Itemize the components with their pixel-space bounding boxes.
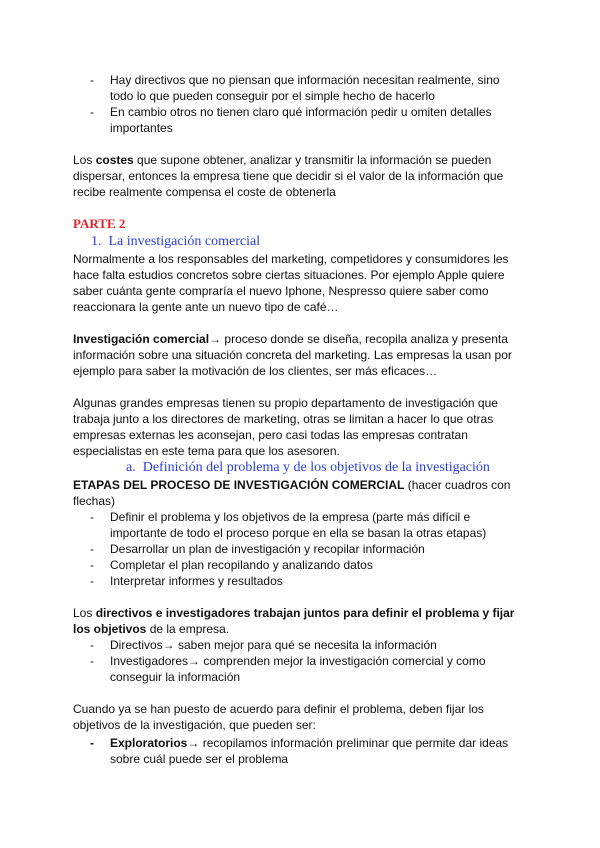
text-line: ETAPAS DEL PROCESO DE INVESTIGACIÓN COMERCIAL (hacer cuadros con — [73, 478, 511, 492]
list-item — [110, 653, 530, 685]
text-line: Los costes que supone obtener, analizar y transmitir la información se pueden — [73, 153, 492, 167]
text-line: recibe realmente compensa el coste de obtenerla — [73, 185, 336, 199]
text-line: ejemplo para saber la motivación de los clientes, ser más eficaces… — [73, 364, 438, 378]
text-line: reaccionara la gente ante un nuevo tipo de café… — [73, 300, 339, 314]
list-item — [110, 573, 530, 589]
list-item — [110, 637, 530, 653]
bullet-marker: - — [90, 736, 94, 750]
text-line: conseguir la información — [110, 670, 241, 684]
list-item — [110, 104, 530, 136]
text-line: Hay directivos que no piensan que información necesitan realmente, sino — [110, 73, 500, 87]
bullet-marker: - — [90, 558, 94, 572]
text-line: flechas) — [73, 494, 116, 508]
text-line: Desarrollar un plan de investigación y recopilar información — [110, 542, 425, 556]
text-line: información sobre una situación concreta del marketing. Las empresas la usan por — [73, 348, 512, 362]
bold-term: Exploratorios — [110, 736, 188, 750]
text-line: Definir el problema y los objetivos de la empresa (parte más difícil e — [110, 510, 471, 524]
text-line: Completar el plan recopilando y analizando datos — [110, 558, 373, 572]
text-line: Interpretar informes y resultados — [110, 574, 283, 588]
text-line: los objetivos de la empresa. — [73, 622, 230, 636]
bullet-marker: - — [90, 542, 94, 556]
text-line: hace falta estudios concretos sobre ciertas situaciones. Por ejemplo Apple quiere — [73, 268, 505, 282]
list-item — [110, 557, 530, 573]
text-line: saber cuánta gente compraría el nuevo Iphone, Nespresso quiere saber como — [73, 284, 489, 298]
text-line: Investigación comercial→ proceso donde se diseña, recopila analiza y presenta — [73, 332, 508, 346]
section-heading — [91, 233, 260, 251]
text-line: importantes — [110, 121, 173, 135]
text-line: Algunas grandes empresas tienen su propio departamento de investigación que — [73, 396, 498, 410]
bold-term: Investigación comercial — [73, 332, 210, 346]
bullet-marker: - — [90, 654, 94, 668]
text-line: todo lo que pueden conseguir por el simple hecho de hacerlo — [110, 89, 435, 103]
text-line: trabaja junto a los directores de marketing, otras se limitan a hacer lo que otras — [73, 412, 494, 426]
text-line: importante de todo el proceso porque en ella se basan la otras etapas) — [110, 526, 487, 540]
list-item — [110, 72, 530, 104]
text-line: objetivos de la investigación, que pueden ser: — [73, 718, 316, 732]
bullet-marker: - — [90, 574, 94, 588]
etapas-heading — [73, 477, 533, 509]
list-item — [110, 541, 530, 557]
bold-term: costes — [95, 153, 134, 167]
text-line: dispersar, entonces la empresa tiene que decidir si el valor de la información que — [73, 169, 504, 183]
heading-title: La investigación comercial — [108, 234, 261, 249]
text-line: sobre cuál puede ser el problema — [110, 752, 289, 766]
list-item — [110, 509, 530, 541]
text-line: Directivos→ saben mejor para qué se necesita la información — [110, 638, 437, 652]
heading-letter: a. — [126, 460, 136, 475]
bold-term: ETAPAS DEL PROCESO DE INVESTIGACIÓN COMERCIAL — [73, 478, 405, 492]
heading-number: 1. — [91, 234, 102, 249]
text-line: Cuando ya se han puesto de acuerdo para definir el problema, deben fijar los — [73, 702, 484, 716]
cuando-paragraph — [73, 701, 533, 733]
text-line: Normalmente a los responsables del marketing, competidores y consumidores les — [73, 252, 509, 266]
bullet-marker: - — [90, 73, 94, 87]
bullet-marker: - — [90, 105, 94, 119]
text-line: Investigadores→ comprenden mejor la investigación comercial y como — [110, 654, 486, 668]
companies-paragraph — [73, 395, 533, 459]
directivos-paragraph — [73, 605, 533, 637]
definition-paragraph — [73, 331, 533, 379]
part-label: PARTE 2 — [73, 216, 126, 231]
text-line: empresas externas les aconsejan, pero casi todas las empresas contratan — [73, 428, 468, 442]
heading-title: Definición del problema y de los objetivos de la investigación — [142, 460, 490, 475]
list-item — [110, 735, 530, 767]
bold-term: los objetivos — [73, 622, 147, 636]
text-line: Los directivos e investigadores trabajan juntos para definir el problema y fijar — [73, 606, 515, 620]
bullet-marker: - — [90, 510, 94, 524]
subsection-heading — [126, 459, 490, 477]
intro-paragraph — [73, 251, 533, 315]
text-line: Exploratorios→ recopilamos información preliminar que permite dar ideas — [110, 736, 509, 750]
text-line: En cambio otros no tienen claro qué información pedir u omiten detalles — [110, 105, 492, 119]
bold-term: directivos e investigadores trabajan juntos para definir el problema y fijar — [95, 606, 515, 620]
costes-paragraph — [73, 152, 533, 200]
bullet-marker: - — [90, 638, 94, 652]
text-line: especialistas en este tema para que los asesoren. — [73, 444, 340, 458]
